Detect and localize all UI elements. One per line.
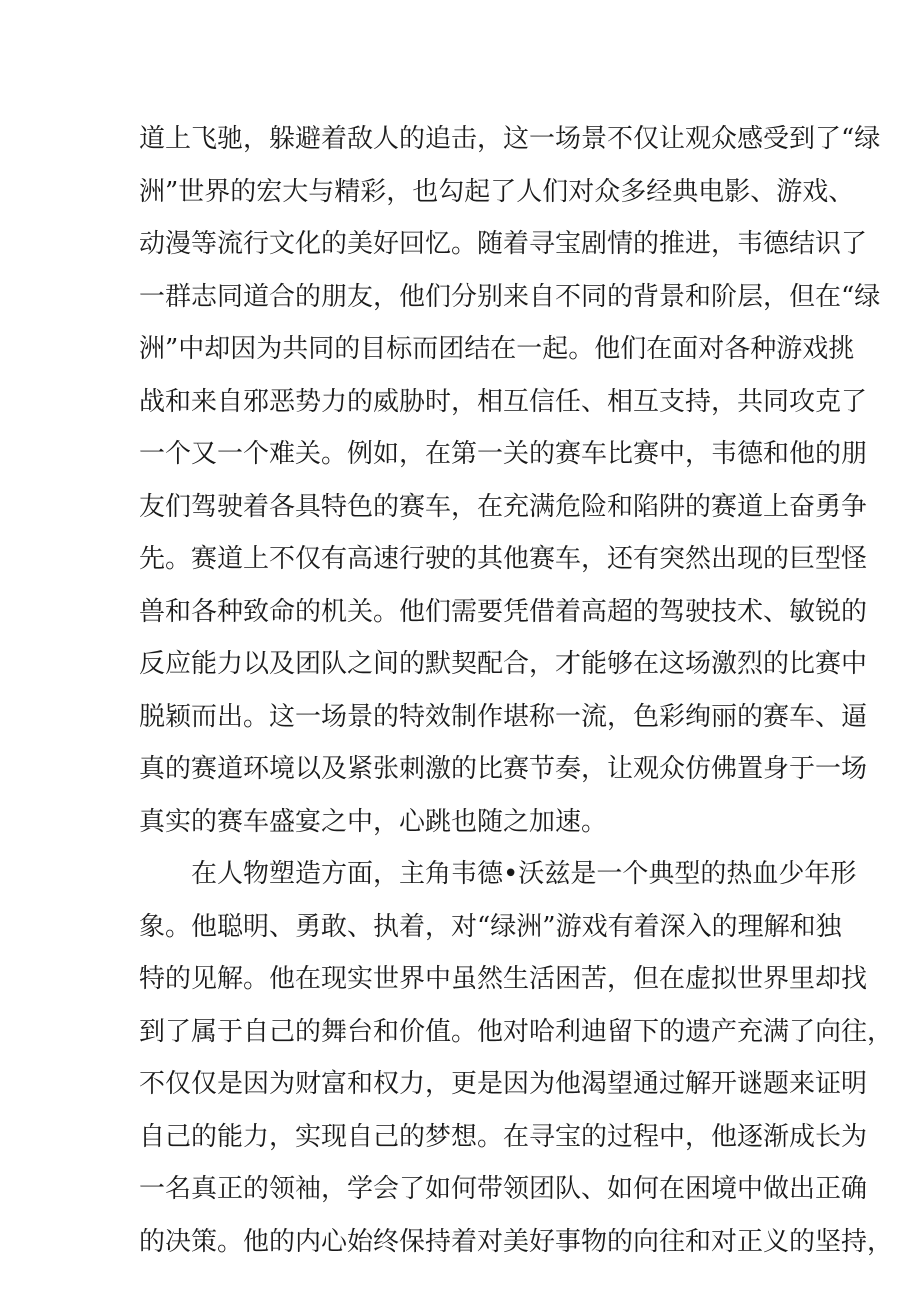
text-line: 一个又一个难关。例如，在第一关的赛车比赛中，韦德和他的朋	[139, 439, 868, 469]
text-line: 象。他聪明、勇敢、执着，对“绿洲”游戏有着深入的理解和独	[139, 911, 842, 942]
paragraph	[139, 848, 894, 1268]
text-line: 洲”世界的宏大与精彩，也勾起了人们对众多经典电影、游戏、	[139, 176, 855, 207]
text-line: 不仅仅是因为财富和权力，更是因为他渴望通过解开谜题来证明	[139, 1069, 868, 1099]
body-text	[139, 113, 894, 1268]
text-line: 战和来自邪恶势力的威胁时，相互信任、相互支持，共同攻克了	[139, 386, 868, 417]
paragraph	[139, 113, 881, 848]
text-line: 洲”中却因为共同的目标而团结在一起。他们在面对各种游戏挑	[139, 334, 855, 364]
text-line: 先。赛道上不仅有高速行驶的其他赛车，还有突然出现的巨型怪	[139, 544, 868, 574]
text-line: 一名真正的领袖，学会了如何带领团队、如何在困境中做出正确	[139, 1174, 868, 1204]
text-line: 兽和各种致命的机关。他们需要凭借着高超的驾驶技术、敏锐的	[139, 596, 868, 627]
text-line: 的决策。他的内心始终保持着对美好事物的向往和对正义的坚持，	[139, 1226, 894, 1257]
text-line: 反应能力以及团队之间的默契配合，才能够在这场激烈的比赛中	[139, 649, 868, 679]
text-line: 动漫等流行文化的美好回忆。随着寻宝剧情的推进，韦德结识了	[139, 229, 868, 259]
text-line: 到了属于自己的舞台和价值。他对哈利迪留下的遗产充满了向往，	[139, 1016, 894, 1047]
text-line: 自己的能力，实现自己的梦想。在寻宝的过程中，他逐渐成长为	[139, 1121, 868, 1152]
text-line: 真实的赛车盛宴之中，心跳也随之加速。	[139, 806, 608, 837]
text-line: 特的见解。他在现实世界中虽然生活困苦，但在虚拟世界里却找	[139, 964, 868, 994]
text-line: 真的赛道环境以及紧张刺激的比赛节奏，让观众仿佛置身于一场	[139, 754, 868, 784]
text-line: 脱颖而出。这一场景的特效制作堪称一流，色彩绚丽的赛车、逼	[139, 701, 868, 732]
text-line: 在人物塑造方面，主角韦德•沃兹是一个典型的热血少年形	[191, 859, 857, 889]
text-line: 道上飞驰，躲避着敌人的追击，这一场景不仅让观众感受到了“绿	[139, 124, 881, 154]
text-line: 友们驾驶着各具特色的赛车，在充满危险和陷阱的赛道上奋勇争	[139, 491, 868, 522]
text-line: 一群志同道合的朋友，他们分别来自不同的背景和阶层，但在“绿	[139, 281, 881, 312]
